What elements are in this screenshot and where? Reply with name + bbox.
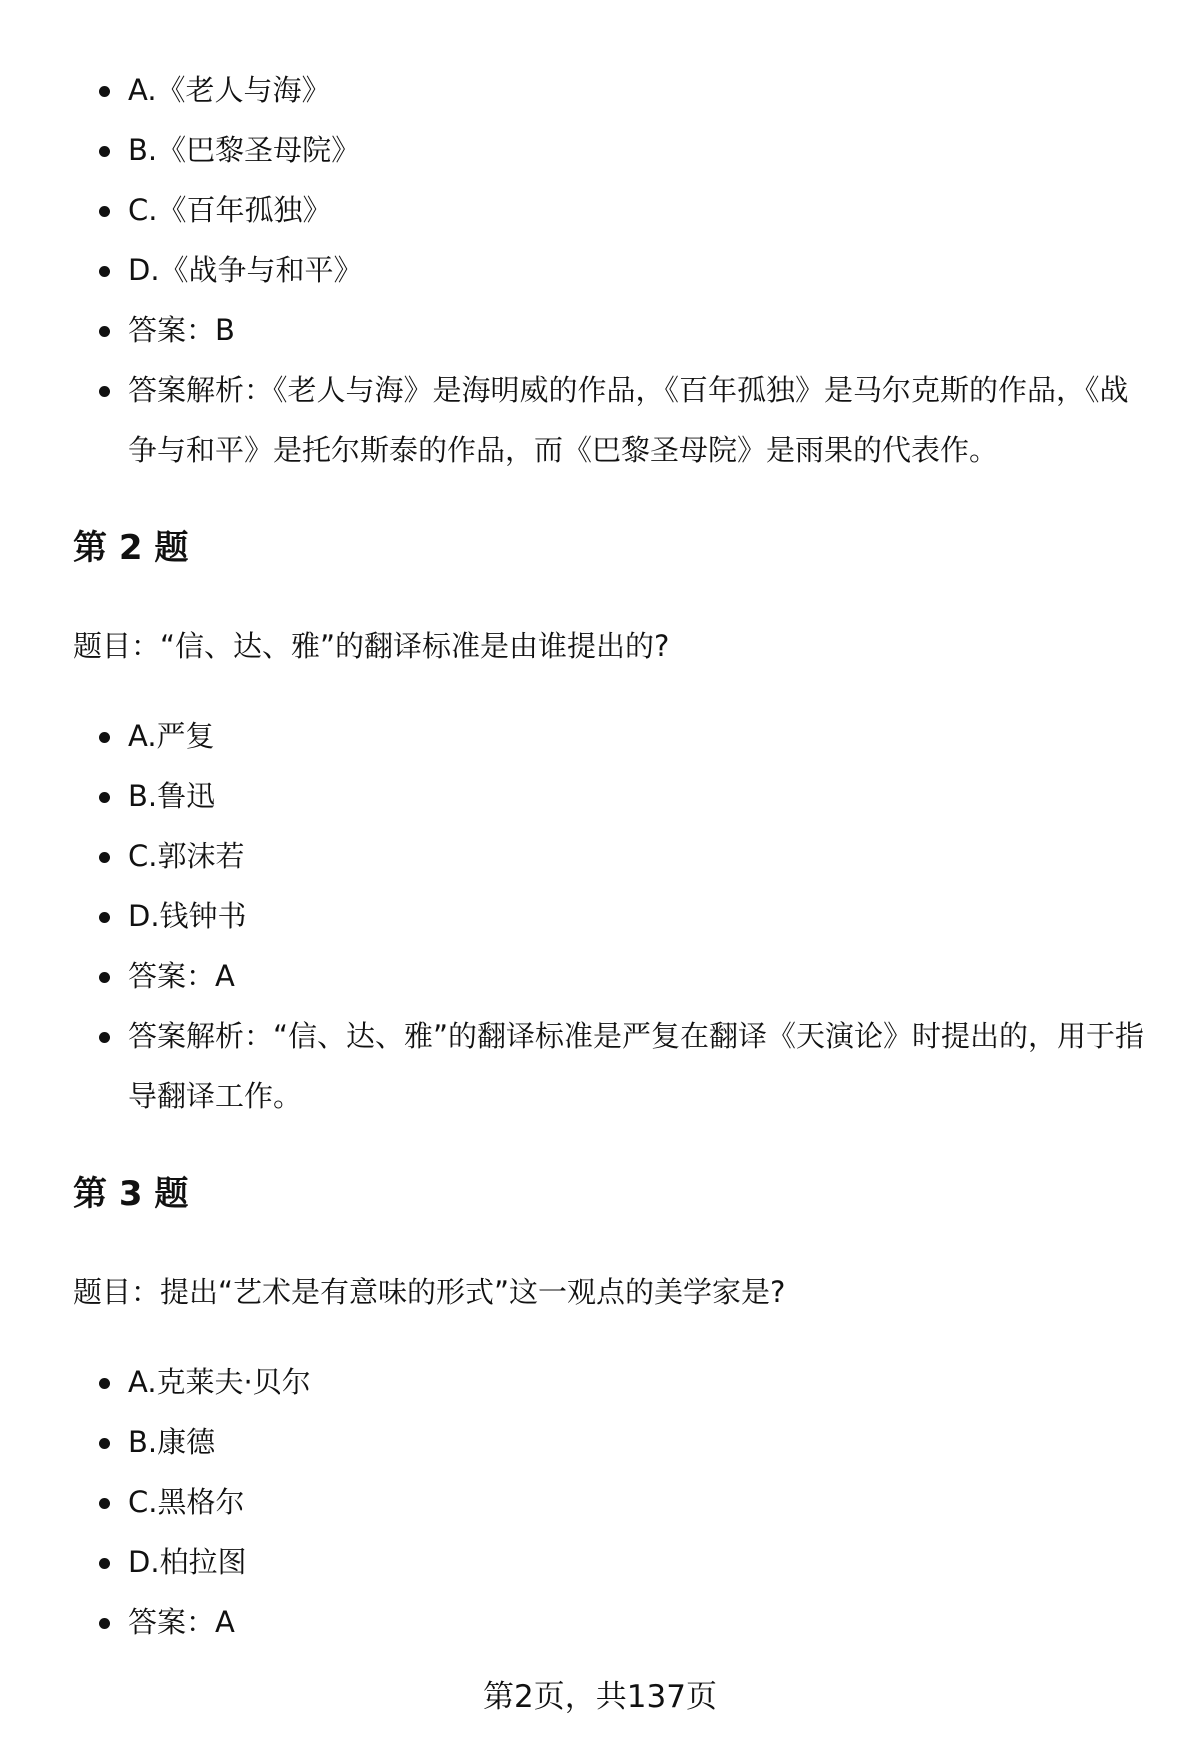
q3-heading: 第 3 题 (73, 1174, 189, 1214)
q2-option-a: A.严复 (128, 706, 1148, 766)
bullet-icon (99, 1558, 110, 1569)
q2-answer: 答案：A (128, 946, 1148, 1006)
q1-option-list (128, 60, 1148, 480)
q1-option-a: A.《老人与海》 (128, 60, 1148, 120)
q3-option-list (128, 1352, 1148, 1652)
q2-question: 题目：“信、达、雅”的翻译标准是由谁提出的? (73, 629, 670, 663)
q1-option-b: B.《巴黎圣母院》 (128, 120, 1148, 180)
bullet-icon (99, 326, 110, 337)
bullet-icon (99, 1498, 110, 1509)
q3-option-b: B.康德 (128, 1412, 1148, 1472)
bullet-icon (99, 206, 110, 217)
bullet-icon (99, 146, 110, 157)
q2-option-c: C.郭沫若 (128, 826, 1148, 886)
q2-option-b: B.鲁迅 (128, 766, 1148, 826)
bullet-icon (99, 912, 110, 923)
q3-option-a: A.克莱夫·贝尔 (128, 1352, 1148, 1412)
bullet-icon (99, 1032, 110, 1043)
q2-option-d: D.钱钟书 (128, 886, 1148, 946)
bullet-icon (99, 732, 110, 743)
bullet-icon (99, 1438, 110, 1449)
q1-analysis: 答案解析：《老人与海》是海明威的作品，《百年孤独》是马尔克斯的作品，《战争与和平》是托尔斯泰的作品，而《巴黎圣母院》是雨果的代表作。 (128, 360, 1148, 480)
q1-answer: 答案：B (128, 300, 1148, 360)
bullet-icon (99, 266, 110, 277)
q3-option-d: D.柏拉图 (128, 1532, 1148, 1592)
bullet-icon (99, 792, 110, 803)
bullet-icon (99, 852, 110, 863)
q1-option-d: D.《战争与和平》 (128, 240, 1148, 300)
q3-option-c: C.黑格尔 (128, 1472, 1148, 1532)
bullet-icon (99, 1378, 110, 1389)
q2-analysis: 答案解析：“信、达、雅”的翻译标准是严复在翻译《天演论》时提出的，用于指导翻译工作。 (128, 1006, 1148, 1126)
q2-option-list (128, 706, 1148, 1126)
q3-question: 题目：提出“艺术是有意味的形式”这一观点的美学家是? (73, 1275, 786, 1309)
q2-heading: 第 2 题 (73, 528, 189, 568)
bullet-icon (99, 386, 110, 397)
bullet-icon (99, 972, 110, 983)
bullet-icon (99, 86, 110, 97)
page-footer: 第2页，共137页 (483, 1679, 717, 1715)
bullet-icon (99, 1618, 110, 1629)
q1-option-c: C.《百年孤独》 (128, 180, 1148, 240)
q3-answer: 答案：A (128, 1592, 1148, 1652)
